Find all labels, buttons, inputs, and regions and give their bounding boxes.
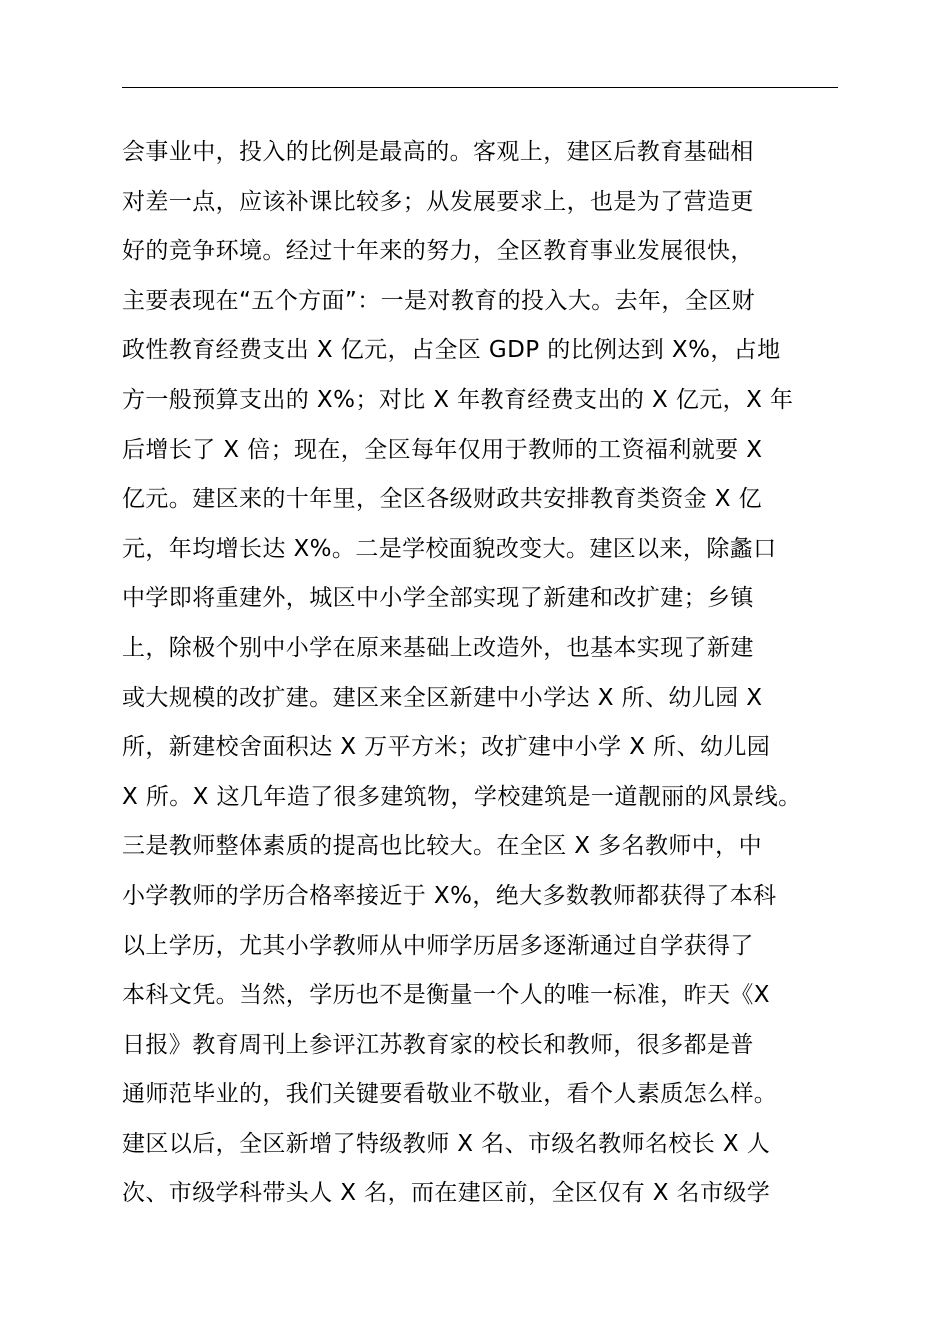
text-line: 次、市级学科带头人 X 名，而在建区前，全区仅有 X 名市级学 [122,1180,771,1207]
text-line: 三是教师整体素质的提高也比较大。在全区 X 多名教师中，中 [122,833,762,860]
header-rule [122,87,838,88]
text-line: 以上学历，尤其小学教师从中师学历居多逐渐通过自学获得了 [122,932,754,959]
text-line: 主要表现在“五个方面”：一是对教育的投入大。去年，全区财 [122,287,756,314]
text-line: 好的竞争环境。经过十年来的努力，全区教育事业发展很快， [122,238,754,265]
text-line: 政性教育经费支出 X 亿元，占全区 GDP 的比例达到 X%，占地 [122,337,781,364]
text-line: X 所。X 这几年造了很多建筑物，学校建筑是一道靓丽的风景线。 [122,783,802,810]
text-line: 通师范毕业的，我们关键要看敬业不敬业，看个人素质怎么样。 [122,1081,778,1108]
text-line: 对差一点，应该补课比较多；从发展要求上，也是为了营造更 [122,188,754,215]
text-line: 上，除极个别中小学在原来基础上改造外，也基本实现了新建 [122,634,754,661]
text-line: 日报》教育周刊上参评江苏教育家的校长和教师，很多都是普 [122,1031,754,1058]
text-line: 会事业中，投入的比例是最高的。客观上，建区后教育基础相 [122,139,754,165]
text-line: 方一般预算支出的 X%；对比 X 年教育经费支出的 X 亿元，X 年 [122,386,794,413]
body-text [122,128,842,1219]
text-line: 后增长了 X 倍；现在，全区每年仅用于教师的工资福利就要 X [122,436,763,463]
text-line: 建区以后，全区新增了特级教师 X 名、市级名教师名校长 X 人 [122,1130,771,1157]
text-line: 或大规模的改扩建。建区来全区新建中小学达 X 所、幼儿园 X [122,684,763,711]
text-line: 中学即将重建外，城区中小学全部实现了新建和改扩建；乡镇 [122,585,754,612]
text-line: 所，新建校舍面积达 X 万平方米；改扩建中小学 X 所、幼儿园 [122,734,771,761]
text-line: 小学教师的学历合格率接近于 X%，绝大多数教师都获得了本科 [122,882,777,909]
text-line: 元，年均增长达 X%。二是学校面貌改变大。建区以来，除蠡口 [122,535,777,562]
text-line: 亿元。建区来的十年里，全区各级财政共安排教育类资金 X 亿 [122,486,762,513]
text-line: 本科文凭。当然，学历也不是衡量一个人的唯一标准，昨天《X [122,982,770,1009]
